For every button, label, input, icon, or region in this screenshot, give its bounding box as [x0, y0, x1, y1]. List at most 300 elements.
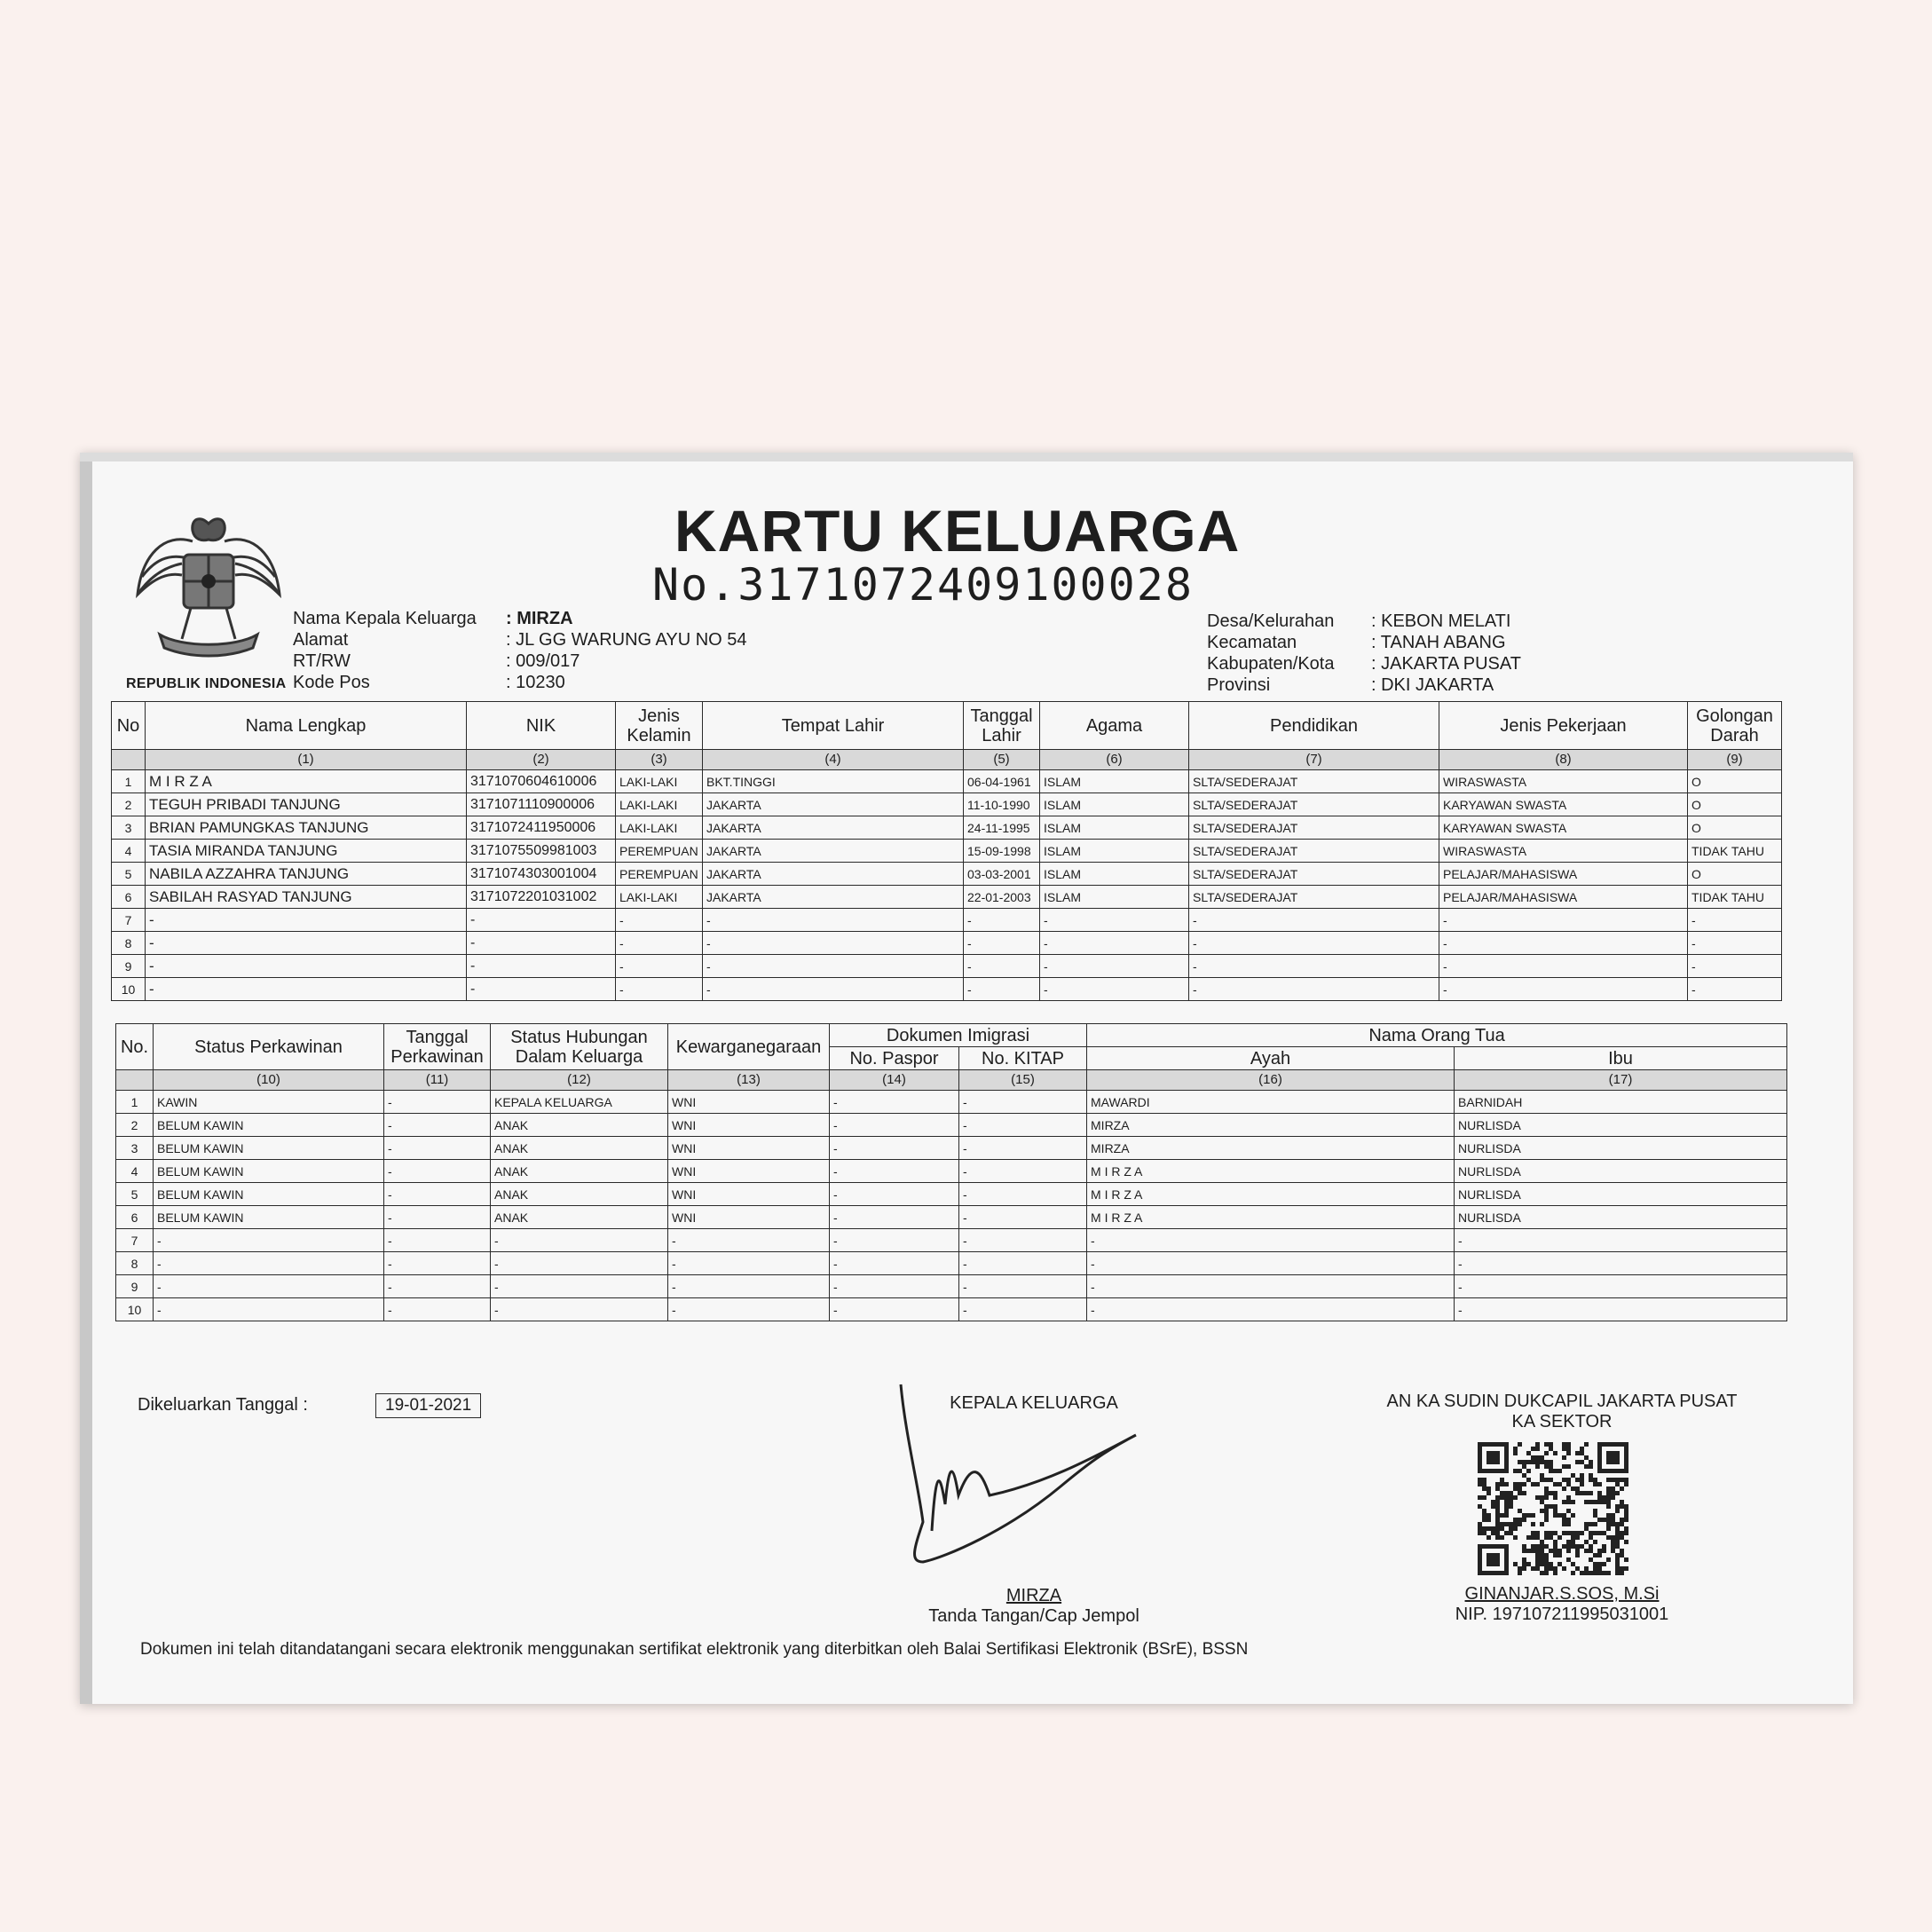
table-cell: - [703, 932, 964, 955]
table-cell: - [146, 909, 467, 932]
row-number: 3 [116, 1137, 154, 1160]
row-number: 5 [112, 863, 146, 886]
table-cell: NURLISDA [1455, 1206, 1787, 1229]
header-cell: Dokumen Imigrasi [830, 1024, 1087, 1047]
table-cell: - [959, 1229, 1087, 1252]
table-cell: - [830, 1229, 959, 1252]
table-cell: WNI [668, 1114, 830, 1137]
table-cell: WNI [668, 1183, 830, 1206]
table-cell: - [830, 1114, 959, 1137]
header-cell: No [112, 702, 146, 750]
table-cell: - [959, 1137, 1087, 1160]
table-cell: - [1189, 955, 1439, 978]
column-number: (14) [830, 1070, 959, 1091]
table-cell: BRIAN PAMUNGKAS TANJUNG [146, 816, 467, 840]
column-number: (10) [154, 1070, 384, 1091]
column-number: (2) [467, 750, 616, 770]
table-cell: - [959, 1183, 1087, 1206]
column-number: (13) [668, 1070, 830, 1091]
table-cell: - [959, 1114, 1087, 1137]
table-row [112, 955, 1782, 978]
row-number: 1 [116, 1091, 154, 1114]
info-value: : DKI JAKARTA [1371, 675, 1494, 695]
table-cell: - [703, 909, 964, 932]
table-cell: SLTA/SEDERAJAT [1189, 886, 1439, 909]
table-cell: LAKI-LAKI [616, 770, 703, 793]
table-cell: ISLAM [1040, 816, 1189, 840]
table-cell: LAKI-LAKI [616, 816, 703, 840]
info-value: : JAKARTA PUSAT [1371, 654, 1521, 674]
info-value: : JL GG WARUNG AYU NO 54 [506, 630, 747, 650]
info-label: Provinsi [1207, 675, 1271, 695]
table-cell: - [959, 1275, 1087, 1298]
column-number: (1) [146, 750, 467, 770]
table-cell: SLTA/SEDERAJAT [1189, 816, 1439, 840]
table-cell: - [959, 1160, 1087, 1183]
table-cell: - [959, 1206, 1087, 1229]
row-number: 3 [112, 816, 146, 840]
table-cell: ISLAM [1040, 770, 1189, 793]
table-row [116, 1137, 1787, 1160]
table-cell: - [668, 1252, 830, 1275]
row-number: 1 [112, 770, 146, 793]
column-number: (7) [1189, 750, 1439, 770]
table-cell: - [467, 932, 616, 955]
table-cell: SABILAH RASYAD TANJUNG [146, 886, 467, 909]
table-cell: - [467, 978, 616, 1001]
header-cell: Tempat Lahir [703, 702, 964, 750]
table-cell: 3171075509981003 [467, 840, 616, 863]
column-number: (9) [1688, 750, 1782, 770]
table-cell: ISLAM [1040, 863, 1189, 886]
table-row [112, 886, 1782, 909]
column-number: (17) [1455, 1070, 1787, 1091]
info-row [1207, 632, 1521, 653]
info-row [1207, 674, 1521, 696]
table-cell: - [830, 1183, 959, 1206]
table-cell: NURLISDA [1455, 1183, 1787, 1206]
info-value: : 009/017 [506, 651, 580, 671]
header-cell: Status Hubungan Dalam Keluarga [491, 1024, 668, 1070]
table-cell: - [384, 1252, 491, 1275]
table-cell: - [1439, 932, 1688, 955]
table-cell: 3171072201031002 [467, 886, 616, 909]
header-cell: No. Paspor [830, 1047, 959, 1070]
table-cell: - [384, 1229, 491, 1252]
table-cell: O [1688, 816, 1782, 840]
table-cell: ISLAM [1040, 793, 1189, 816]
head-title: KEPALA KELUARGA [950, 1393, 1118, 1413]
table-cell: - [1455, 1275, 1787, 1298]
table-cell: KARYAWAN SWASTA [1439, 793, 1688, 816]
table-cell: - [1439, 909, 1688, 932]
table-cell: - [1040, 978, 1189, 1001]
table-cell: - [384, 1091, 491, 1114]
column-number: (3) [616, 750, 703, 770]
table-row [116, 1183, 1787, 1206]
table-cell: WIRASWASTA [1439, 770, 1688, 793]
table-cell: - [1439, 955, 1688, 978]
table-cell: - [1087, 1252, 1455, 1275]
table-cell: MAWARDI [1087, 1091, 1455, 1114]
official-name: GINANJAR.S.SOS, M.Si [1464, 1584, 1660, 1604]
table-cell: - [1040, 932, 1189, 955]
column-number: (12) [491, 1070, 668, 1091]
table-cell: BELUM KAWIN [154, 1160, 384, 1183]
table-cell: NURLISDA [1455, 1160, 1787, 1183]
table-cell: - [491, 1298, 668, 1321]
table-cell: - [384, 1114, 491, 1137]
row-number: 6 [112, 886, 146, 909]
table-cell: - [830, 1252, 959, 1275]
table-cell: TIDAK TAHU [1688, 886, 1782, 909]
table-row [116, 1252, 1787, 1275]
row-number: 7 [112, 909, 146, 932]
table-cell: - [964, 932, 1040, 955]
table-row [112, 816, 1782, 840]
table-cell: - [154, 1229, 384, 1252]
table-cell: NURLISDA [1455, 1114, 1787, 1137]
row-number: 8 [116, 1252, 154, 1275]
info-label: RT/RW [293, 651, 351, 671]
row-number: 4 [112, 840, 146, 863]
row-number: 8 [112, 932, 146, 955]
table-cell: NURLISDA [1455, 1137, 1787, 1160]
header-cell: Kewarganegaraan [668, 1024, 830, 1070]
table-cell: - [616, 978, 703, 1001]
table-cell: 3171072411950006 [467, 816, 616, 840]
signature-icon [883, 1380, 1167, 1575]
table-cell: - [959, 1252, 1087, 1275]
table-cell: PEREMPUAN [616, 863, 703, 886]
table-cell: - [146, 978, 467, 1001]
table-cell: - [384, 1275, 491, 1298]
table-cell: BELUM KAWIN [154, 1114, 384, 1137]
header-cell: Ibu [1455, 1047, 1787, 1070]
row-number: 10 [112, 978, 146, 1001]
table-row [116, 1275, 1787, 1298]
table-cell: - [1455, 1298, 1787, 1321]
head-name: MIRZA [1005, 1586, 1062, 1605]
header-cell: Golongan Darah [1688, 702, 1782, 750]
table-cell: - [668, 1229, 830, 1252]
info-label: Nama Kepala Keluarga [293, 609, 477, 628]
table-cell: BELUM KAWIN [154, 1183, 384, 1206]
table-cell: ANAK [491, 1160, 668, 1183]
header-cell: Ayah [1087, 1047, 1455, 1070]
table-cell: - [959, 1298, 1087, 1321]
table-cell: KEPALA KELUARGA [491, 1091, 668, 1114]
row-number: 6 [116, 1206, 154, 1229]
header-cell: Nama Lengkap [146, 702, 467, 750]
table-cell: - [830, 1206, 959, 1229]
table-row [116, 1114, 1787, 1137]
table-row [112, 863, 1782, 886]
table-cell: - [1189, 978, 1439, 1001]
table-cell: WNI [668, 1091, 830, 1114]
table-cell: ANAK [491, 1114, 668, 1137]
column-number: (11) [384, 1070, 491, 1091]
table-cell: SLTA/SEDERAJAT [1189, 863, 1439, 886]
header-cell: Tanggal Perkawinan [384, 1024, 491, 1070]
table-cell: O [1688, 770, 1782, 793]
info-row [293, 629, 747, 651]
table-cell: - [146, 932, 467, 955]
table-cell: - [703, 955, 964, 978]
table-cell: WNI [668, 1160, 830, 1183]
table-cell: M I R Z A [1087, 1160, 1455, 1183]
table-cell: JAKARTA [703, 863, 964, 886]
row-number: 2 [112, 793, 146, 816]
table-cell: SLTA/SEDERAJAT [1189, 793, 1439, 816]
table-cell: - [1189, 932, 1439, 955]
header-cell: Jenis Pekerjaan [1439, 702, 1688, 750]
document-number: No.3171072409100028 [652, 559, 1194, 611]
table-cell: PEREMPUAN [616, 840, 703, 863]
table-cell: - [616, 955, 703, 978]
table-cell: - [384, 1137, 491, 1160]
table-cell: - [830, 1298, 959, 1321]
column-number [116, 1070, 154, 1091]
table-cell: 24-11-1995 [964, 816, 1040, 840]
table-cell: ANAK [491, 1183, 668, 1206]
table-cell: JAKARTA [703, 840, 964, 863]
table-cell: KARYAWAN SWASTA [1439, 816, 1688, 840]
table-cell: - [384, 1206, 491, 1229]
table-row [112, 770, 1782, 793]
table-cell: - [830, 1137, 959, 1160]
table-cell: - [830, 1091, 959, 1114]
table-cell: - [1189, 909, 1439, 932]
table-row [116, 1091, 1787, 1114]
table-cell: - [1087, 1298, 1455, 1321]
official-title: AN KA SUDIN DUKCAPIL JAKARTA PUSAT [1386, 1392, 1738, 1411]
info-label: Desa/Kelurahan [1207, 611, 1335, 631]
table-cell: 15-09-1998 [964, 840, 1040, 863]
table-cell: - [1087, 1229, 1455, 1252]
header-cell: Nama Orang Tua [1087, 1024, 1787, 1047]
table-cell: 3171070604610006 [467, 770, 616, 793]
row-number: 7 [116, 1229, 154, 1252]
table-cell: - [830, 1275, 959, 1298]
header-cell: Tanggal Lahir [964, 702, 1040, 750]
info-row [1207, 611, 1521, 632]
table-cell: NABILA AZZAHRA TANJUNG [146, 863, 467, 886]
table-cell: - [1455, 1229, 1787, 1252]
table-cell: 03-03-2001 [964, 863, 1040, 886]
table-cell: SLTA/SEDERAJAT [1189, 840, 1439, 863]
header-cell: Agama [1040, 702, 1189, 750]
emblem-caption: REPUBLIK INDONESIA [126, 676, 287, 691]
table-row [112, 932, 1782, 955]
table-row [112, 840, 1782, 863]
table-cell: - [616, 932, 703, 955]
header-cell: Jenis Kelamin [616, 702, 703, 750]
table-cell: TEGUH PRIBADI TANJUNG [146, 793, 467, 816]
table-cell: SLTA/SEDERAJAT [1189, 770, 1439, 793]
table-cell: MIRZA [1087, 1114, 1455, 1137]
table-cell: BARNIDAH [1455, 1091, 1787, 1114]
table-cell: M I R Z A [1087, 1206, 1455, 1229]
column-number: (15) [959, 1070, 1087, 1091]
table-cell: - [1439, 978, 1688, 1001]
info-row [293, 672, 747, 693]
table-cell: 3171071110900006 [467, 793, 616, 816]
table-cell: WNI [668, 1206, 830, 1229]
table-cell: LAKI-LAKI [616, 793, 703, 816]
official-nip: NIP. 197107211995031001 [1455, 1605, 1669, 1624]
table-cell: PELAJAR/MAHASISWA [1439, 863, 1688, 886]
issued-date: 19-01-2021 [375, 1393, 481, 1418]
table-cell: O [1688, 863, 1782, 886]
table-cell: 11-10-1990 [964, 793, 1040, 816]
info-label: Alamat [293, 630, 349, 650]
table-cell: ISLAM [1040, 886, 1189, 909]
table-cell: - [1688, 955, 1782, 978]
family-members-table [111, 701, 1782, 1001]
table-header-row [116, 1024, 1787, 1047]
table-cell: - [491, 1252, 668, 1275]
table-cell: LAKI-LAKI [616, 886, 703, 909]
table-cell: - [154, 1252, 384, 1275]
table-cell: TASIA MIRANDA TANJUNG [146, 840, 467, 863]
row-number: 5 [116, 1183, 154, 1206]
table-cell: BKT.TINGGI [703, 770, 964, 793]
table-cell: - [1688, 978, 1782, 1001]
table-cell: - [384, 1183, 491, 1206]
scan-edge [80, 453, 92, 1704]
info-label: Kecamatan [1207, 633, 1297, 652]
column-number [112, 750, 146, 770]
table-cell: WNI [668, 1137, 830, 1160]
table-cell: JAKARTA [703, 886, 964, 909]
table-cell: KAWIN [154, 1091, 384, 1114]
info-row [1207, 653, 1521, 674]
column-number-row [112, 750, 1782, 770]
info-row [293, 608, 747, 629]
table-cell: - [491, 1229, 668, 1252]
table-cell: - [959, 1091, 1087, 1114]
table-cell: - [384, 1160, 491, 1183]
signature-caption: Tanda Tangan/Cap Jempol [928, 1606, 1139, 1626]
column-number: (5) [964, 750, 1040, 770]
family-status-table [115, 1023, 1787, 1321]
table-row [116, 1160, 1787, 1183]
table-cell: ISLAM [1040, 840, 1189, 863]
table-row [116, 1206, 1787, 1229]
garuda-emblem-icon [129, 506, 288, 666]
header-cell: No. KITAP [959, 1047, 1087, 1070]
table-cell: - [1688, 932, 1782, 955]
table-cell: ANAK [491, 1137, 668, 1160]
table-cell: - [964, 978, 1040, 1001]
table-cell: TIDAK TAHU [1688, 840, 1782, 863]
row-number: 2 [116, 1114, 154, 1137]
table-cell: - [1040, 955, 1189, 978]
column-number: (6) [1040, 750, 1189, 770]
table-cell: - [1455, 1252, 1787, 1275]
scan-edge-top [80, 453, 1853, 461]
table-row [112, 978, 1782, 1001]
table-cell: JAKARTA [703, 793, 964, 816]
table-cell: - [491, 1275, 668, 1298]
table-cell: - [384, 1298, 491, 1321]
table-cell: BELUM KAWIN [154, 1137, 384, 1160]
table-cell: - [1040, 909, 1189, 932]
table-cell: - [616, 909, 703, 932]
table-cell: M I R Z A [1087, 1183, 1455, 1206]
table-cell: - [467, 955, 616, 978]
info-row [293, 651, 747, 672]
info-value: : MIRZA [506, 609, 573, 628]
table-cell: - [964, 909, 1040, 932]
table-cell: - [1087, 1275, 1455, 1298]
table-cell: - [964, 955, 1040, 978]
table-cell: O [1688, 793, 1782, 816]
row-number: 4 [116, 1160, 154, 1183]
table-cell: PELAJAR/MAHASISWA [1439, 886, 1688, 909]
table-cell: - [146, 955, 467, 978]
table-cell: WIRASWASTA [1439, 840, 1688, 863]
table-row [112, 793, 1782, 816]
info-label: Kabupaten/Kota [1207, 654, 1335, 674]
header-cell: No. [116, 1024, 154, 1070]
column-number: (8) [1439, 750, 1688, 770]
row-number: 9 [116, 1275, 154, 1298]
table-cell: - [703, 978, 964, 1001]
info-value: : KEBON MELATI [1371, 611, 1511, 631]
table-cell: - [154, 1275, 384, 1298]
family-card-document: REPUBLIK INDONESIA KARTU KELUARGA No.3171072409100028 Nama Kepala Keluarga : MIRZA Alamat : JL GG WARUNG AYU NO 54 RT/RW : 009/017 Kode Pos : 10230 Desa/Kelurahan : KEBON MELATI Kecamatan : TANAH ABANG Kabupaten/Kota : JAKARTA PUSAT Provinsi : DKI JAKARTA No Nama Lengkap NIK Jenis Kelamin Tempat Lahir Tanggal Lahir Agama Pendidikan Jenis Pekerjaan Golongan Darah (1) (2) (3) (4) (5) (6) (7) (8) (9) 1 M I R Z A 3171070604610006 LAKI-LAKI BKT.TINGGI 06-04-1961 ISLAM SLTA/SEDERAJAT WIRASWASTA O 2 TEGUH PRIBADI TANJUNG 3171071110900006 LAKI-LAKI JAKARTA 11-10-1990 ISLAM SLTA/SEDERAJAT KARYAWAN SWASTA O 3 BRIAN PAMUNGKAS TANJUNG 3171072411950006 LAKI-LAKI JAKARTA 24-11-1995 ISLAM SLTA/SEDERAJAT KARYAWAN SWASTA O 4 TASIA MIRANDA TANJUNG 3171075509981003 PEREMPUAN JAKARTA 15-09-1998 ISLAM SLTA/SEDERAJAT WIRASWASTA TIDAK TAHU 5 NABILA AZZAHRA TANJUNG 3171074303001004 PEREMPUAN JAKARTA 03-03-2001 ISLAM SLTA/SEDERAJAT PELAJAR/MAHASISWA O 6 SABILAH RASYAD TANJUNG 3171072201031002 LAKI-LAKI JAKARTA 22-01-2003 ISLAM SLTA/SEDERAJAT PELAJAR/MAHASISWA TIDAK TAHU 7 - - - - - - - - - 8 - - - - - - - - - 9 - - - - - - - - - 10 - - - - - - - - - No. Status Perkawinan Tanggal Perkawinan Status Hubungan Dalam Keluarga Kewarganegaraan Dokumen Imigrasi Nama Orang Tua No. Paspor No. KITAP Ayah Ibu (10) (11) (12) (13) (14) (15) (16) (17) 1 KAWIN - KEPALA KELUARGA WNI - - MAWARDI BARNIDAH 2 BELUM KAWIN - ANAK WNI - - MIRZA NURLISDA 3 BELUM KAWIN - ANAK WNI - - MIRZA NURLISDA 4 BELUM KAWIN - ANAK WNI - - M I R Z A NURLISDA 5 BELUM KAWIN - ANAK WNI - - M I R Z A NURLISDA 6 BELUM KAWIN - ANAK WNI - - M I R Z A NURLISDA 7 - - - - - - - - 8 - - - - - - - - 9 - - - - - - - - 10 - - - - - - - - Dikeluarkan Tanggal : 19-01-2021 KEPALA KELUARGA MIRZA Tanda Tangan/Cap Jempol AN KA SUDIN DUKCAPIL JAKARTA PUSAT KA SEKTOR GINANJAR.S.SOS, M.Si NIP. 197107211995031001 Dokumen ini telah ditandatangani secara elektronik menggunakan sertifikat elektronik yang diterbitkan oleh Balai Sertifikasi Elektronik (BSrE), BSSN [80, 453, 1853, 1704]
table-cell: - [467, 909, 616, 932]
header-cell: Status Perkawinan [154, 1024, 384, 1070]
table-cell: MIRZA [1087, 1137, 1455, 1160]
table-cell: - [1688, 909, 1782, 932]
table-cell: JAKARTA [703, 816, 964, 840]
table-row [116, 1229, 1787, 1252]
official-subtitle: KA SEKTOR [1511, 1412, 1613, 1431]
table-cell: - [668, 1298, 830, 1321]
table-cell: BELUM KAWIN [154, 1206, 384, 1229]
table-row [112, 909, 1782, 932]
issued-label: Dikeluarkan Tanggal : [138, 1395, 308, 1415]
table-row [116, 1298, 1787, 1321]
column-number-row [116, 1070, 1787, 1091]
e-signature-disclaimer: Dokumen ini telah ditandatangani secara elektronik menggunakan sertifikat elektronik yang diterbitkan oleh Balai Sertifikasi Elektronik (BSrE), BSSN [140, 1640, 1249, 1659]
right-info-block [1207, 611, 1521, 696]
table-cell: M I R Z A [146, 770, 467, 793]
table-cell: 06-04-1961 [964, 770, 1040, 793]
info-value: : 10230 [506, 673, 565, 692]
table-cell: ANAK [491, 1206, 668, 1229]
row-number: 9 [112, 955, 146, 978]
table-cell: 3171074303001004 [467, 863, 616, 886]
table-cell: - [668, 1275, 830, 1298]
qr-code-icon [1478, 1442, 1628, 1575]
table-cell: - [830, 1160, 959, 1183]
table-cell: 22-01-2003 [964, 886, 1040, 909]
header-cell: NIK [467, 702, 616, 750]
header-cell: Pendidikan [1189, 702, 1439, 750]
info-label: Kode Pos [293, 673, 370, 692]
info-value: : TANAH ABANG [1371, 633, 1506, 652]
left-info-block [293, 608, 747, 693]
table-header-row [112, 702, 1782, 750]
column-number: (4) [703, 750, 964, 770]
column-number: (16) [1087, 1070, 1455, 1091]
table-cell: - [154, 1298, 384, 1321]
row-number: 10 [116, 1298, 154, 1321]
